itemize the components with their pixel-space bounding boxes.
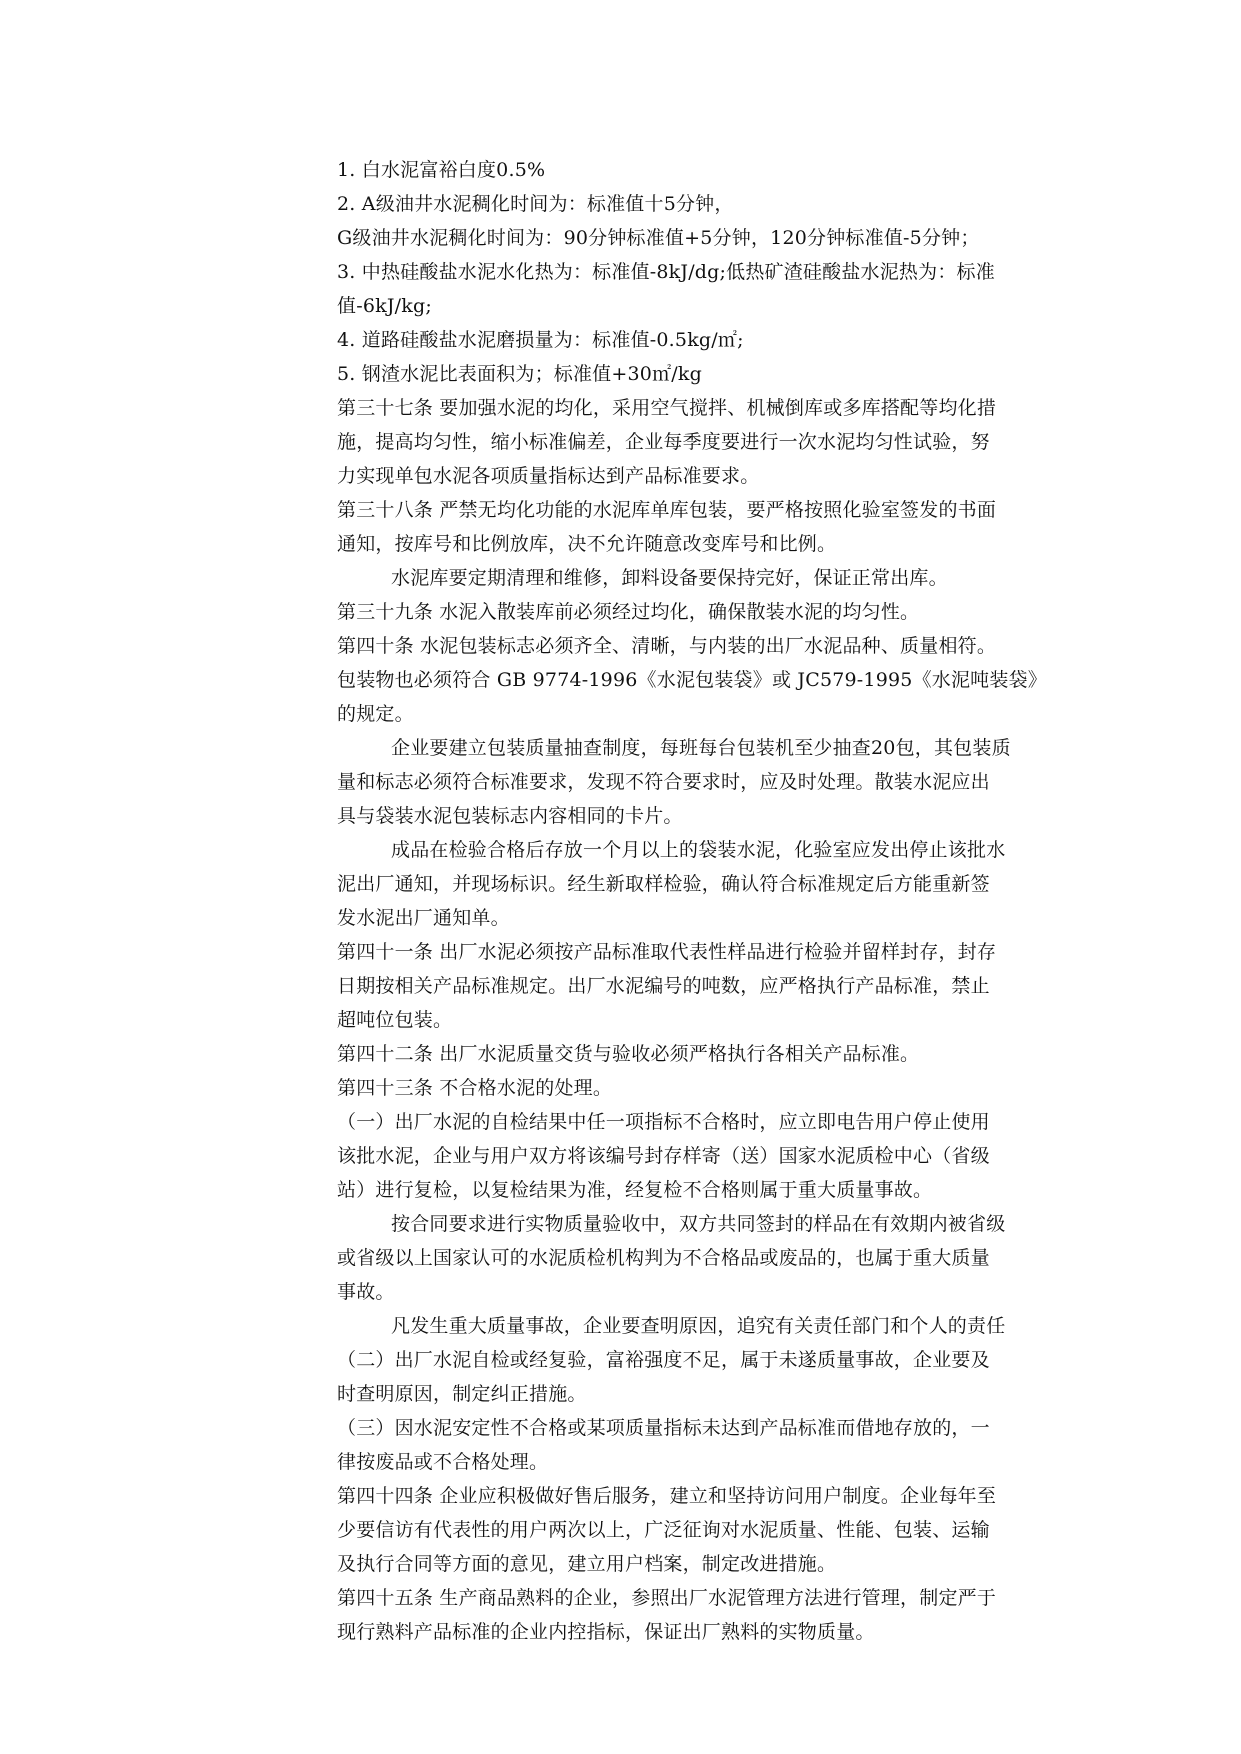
text-line: 第四十三条 不合格水泥的处理。 xyxy=(337,1077,613,1099)
text-line: 值-6kJ/kg; xyxy=(337,295,432,317)
text-line: 量和标志必须符合标准要求，发现不符合要求时，应及时处理。散装水泥应出 xyxy=(337,771,990,793)
text-line: 3. 中热硅酸盐水泥水化热为：标准值-8kJ/dg;低热矿渣硅酸盐水泥热为：标准 xyxy=(337,261,995,283)
text-line: 或省级以上国家认可的水泥质检机构判为不合格品或废品的，也属于重大质量 xyxy=(337,1247,990,1269)
text-line: 水泥库要定期清理和维修，卸料设备要保持完好，保证正常出库。 xyxy=(391,567,948,589)
text-line: 通知，按库号和比例放库，决不允许随意改变库号和比例。 xyxy=(337,533,837,555)
text-line: 力实现单包水泥各项质量指标达到产品标准要求。 xyxy=(337,465,760,487)
text-line: 日期按相关产品标准规定。出厂水泥编号的吨数，应严格执行产品标准，禁止 xyxy=(337,975,990,997)
text-line: 超吨位包装。 xyxy=(337,1009,453,1031)
text-line: 发水泥出厂通知单。 xyxy=(337,907,510,929)
text-line: 站）进行复检，以复检结果为准，经复检不合格则属于重大质量事故。 xyxy=(337,1179,933,1201)
text-line: 4. 道路硅酸盐水泥磨损量为：标准值-0.5kg/㎡; xyxy=(337,329,744,351)
text-line: 该批水泥，企业与用户双方将该编号封存样寄（送）国家水泥质检中心（省级 xyxy=(337,1145,990,1167)
text-line: （一）出厂水泥的自检结果中任一项指标不合格时，应立即电告用户停止使用 xyxy=(337,1111,990,1133)
text-line: G级油井水泥稠化时间为：90分钟标准值+5分钟，120分钟标准值-5分钟； xyxy=(337,227,980,249)
text-line: 第三十七条 要加强水泥的均化，采用空气搅拌、机械倒库或多库搭配等均化措 xyxy=(337,397,997,419)
text-line: 企业要建立包装质量抽查制度，每班每台包装机至少抽查20包，其包装质 xyxy=(391,737,1011,759)
text-line: 第三十八条 严禁无均化功能的水泥库单库包装，要严格按照化验室签发的书面 xyxy=(337,499,997,521)
text-line: 的规定。 xyxy=(337,703,414,725)
text-line: 第四十二条 出厂水泥质量交货与验收必须严格执行各相关产品标准。 xyxy=(337,1043,920,1065)
text-line: 按合同要求进行实物质量验收中，双方共同签封的样品在有效期内被省级 xyxy=(391,1213,1006,1235)
text-line: 凡发生重大质量事故，企业要查明原因，追究有关责任部门和个人的责任 xyxy=(391,1315,1006,1337)
text-line: 包装物也必须符合 GB 9774-1996《水泥包装袋》或 JC579-1995《水泥吨装袋》 xyxy=(337,669,1047,691)
text-line: 施，提高均匀性，缩小标准偏差，企业每季度要进行一次水泥均匀性试验，努 xyxy=(337,431,990,453)
text-line: 事故。 xyxy=(337,1281,395,1303)
text-line: （二）出厂水泥自检或经复验，富裕强度不足，属于未遂质量事故，企业要及 xyxy=(337,1349,990,1371)
text-line: 第四十一条 出厂水泥必须按产品标准取代表性样品进行检验并留样封存，封存 xyxy=(337,941,997,963)
text-line: 少要信访有代表性的用户两次以上，广泛征询对水泥质量、性能、包装、运输 xyxy=(337,1519,990,1541)
text-line: 1. 白水泥富裕白度0.5% xyxy=(337,159,546,181)
text-line: 泥出厂通知，并现场标识。经生新取样检验，确认符合标准规定后方能重新签 xyxy=(337,873,990,895)
text-line: （三）因水泥安定性不合格或某项质量指标未达到产品标准而借地存放的，一 xyxy=(337,1417,990,1439)
text-line: 时查明原因，制定纠正措施。 xyxy=(337,1383,587,1405)
text-line: 第三十九条 水泥入散装库前必须经过均化，确保散装水泥的均匀性。 xyxy=(337,601,920,623)
text-line: 律按废品或不合格处理。 xyxy=(337,1451,549,1473)
text-line: 成品在检验合格后存放一个月以上的袋装水泥，化验室应发出停止该批水 xyxy=(391,839,1006,861)
text-line: 第四十五条 生产商品熟料的企业，参照出厂水泥管理方法进行管理，制定严于 xyxy=(337,1587,997,1609)
text-line: 第四十四条 企业应积极做好售后服务，建立和坚持访问用户制度。企业每年至 xyxy=(337,1485,997,1507)
document-body xyxy=(337,153,1082,1649)
text-line: 2. A级油井水泥稠化时间为：标准值十5分钟， xyxy=(337,193,734,215)
text-line: 第四十条 水泥包装标志必须齐全、清晰，与内装的出厂水泥品种、质量相符。 xyxy=(337,635,997,657)
text-line: 具与袋装水泥包装标志内容相同的卡片。 xyxy=(337,805,683,827)
text-line: 5. 钢渣水泥比表面积为；标准值+30㎡/kg xyxy=(337,363,702,385)
text-line: 现行熟料产品标准的企业内控指标，保证出厂熟料的实物质量。 xyxy=(337,1621,875,1643)
text-line: 及执行合同等方面的意见，建立用户档案，制定改进措施。 xyxy=(337,1553,837,1575)
